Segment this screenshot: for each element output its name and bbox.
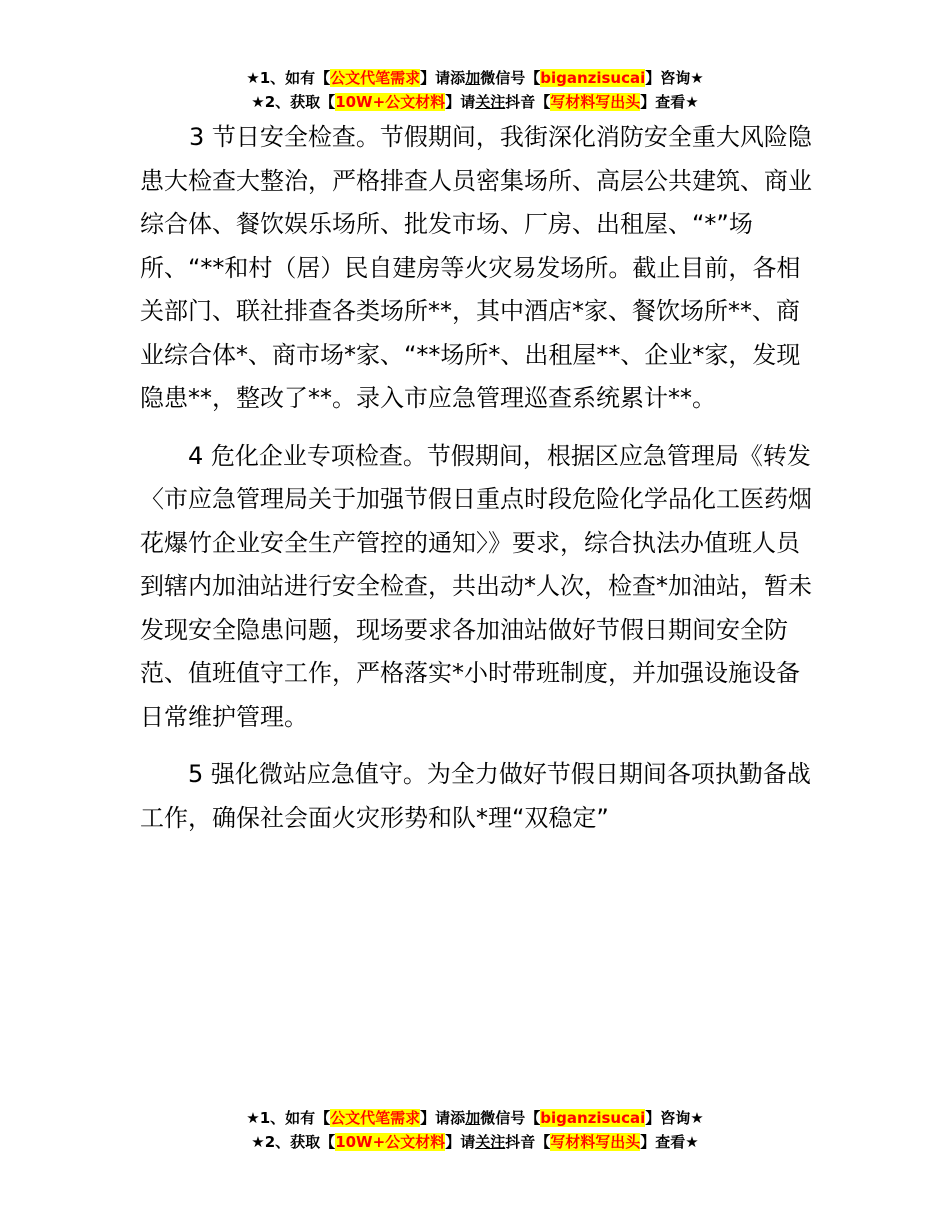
wechat-id: biganzisucai bbox=[540, 69, 646, 87]
service-highlight: 公文代笔需求 bbox=[330, 69, 421, 87]
wechat-id: biganzisucai bbox=[540, 1109, 646, 1127]
paragraph-holiday-safety-check: 3 节日安全检查。节假期间，我街深化消防安全重大风险隐患大检查大整治，严格排查人员密集场所、高层公共建筑、商业综合体、餐饮娱乐场所、批发市场、厂房、出租屋、“*”场所、“**和村（居）民自建房等火灾易发场所。截止目前，各相关部门、联社排查各类场所**，其中酒店*家、餐饮场所**、商业综合体*、商市场*家、“**场所*、出租屋**、企业*家，发现隐患**，整改了**。录入市应急管理巡查系统累计**。 bbox=[140, 123, 812, 412]
materials-highlight: 10W+公文材料 bbox=[335, 93, 446, 111]
service-highlight: 公文代笔需求 bbox=[330, 1109, 421, 1127]
paragraph-emergency-duty: 5 强化微站应急值守。为全力做好节假日期间各项执勤备战工作，确保社会面火灾形势和队*理“双稳定” bbox=[140, 760, 811, 832]
star-icon: ★ bbox=[251, 1133, 265, 1151]
document-body bbox=[140, 116, 820, 854]
banner-line-2: ★2、获取【10W+公文材料】请关注抖音【写材料写出头】查看★ bbox=[251, 1133, 699, 1151]
star-icon: ★ bbox=[246, 1109, 260, 1127]
banner-line-2: ★2、获取【10W+公文材料】请关注抖音【写材料写出头】查看★ bbox=[251, 93, 699, 111]
banner-line-1: ★1、如有【公文代笔需求】请添加微信号【biganzisucai】咨询★ bbox=[246, 1109, 704, 1127]
banner-line-1: ★1、如有【公文代笔需求】请添加微信号【biganzisucai】咨询★ bbox=[246, 69, 704, 87]
header-banner bbox=[0, 66, 950, 114]
douyin-account: 写材料写出头 bbox=[550, 93, 641, 111]
footer-banner bbox=[0, 1106, 950, 1154]
star-icon: ★ bbox=[246, 69, 260, 87]
star-icon: ★ bbox=[251, 93, 265, 111]
materials-highlight: 10W+公文材料 bbox=[335, 1133, 446, 1151]
paragraph-hazardous-chemicals-check: 4 危化企业专项检查。节假期间，根据区应急管理局《转发〈市应急管理局关于加强节假日重点时段危险化学品化工医药烟花爆竹企业安全生产管控的通知〉》要求，综合执法办值班人员到辖内加油站进行安全检查，共出动*人次，检查*加油站，暂未发现安全隐患问题，现场要求各加油站做好节假日期间安全防范、值班值守工作，严格落实*小时带班制度，并加强设施设备日常维护管理。 bbox=[140, 441, 812, 731]
douyin-account: 写材料写出头 bbox=[550, 1133, 641, 1151]
